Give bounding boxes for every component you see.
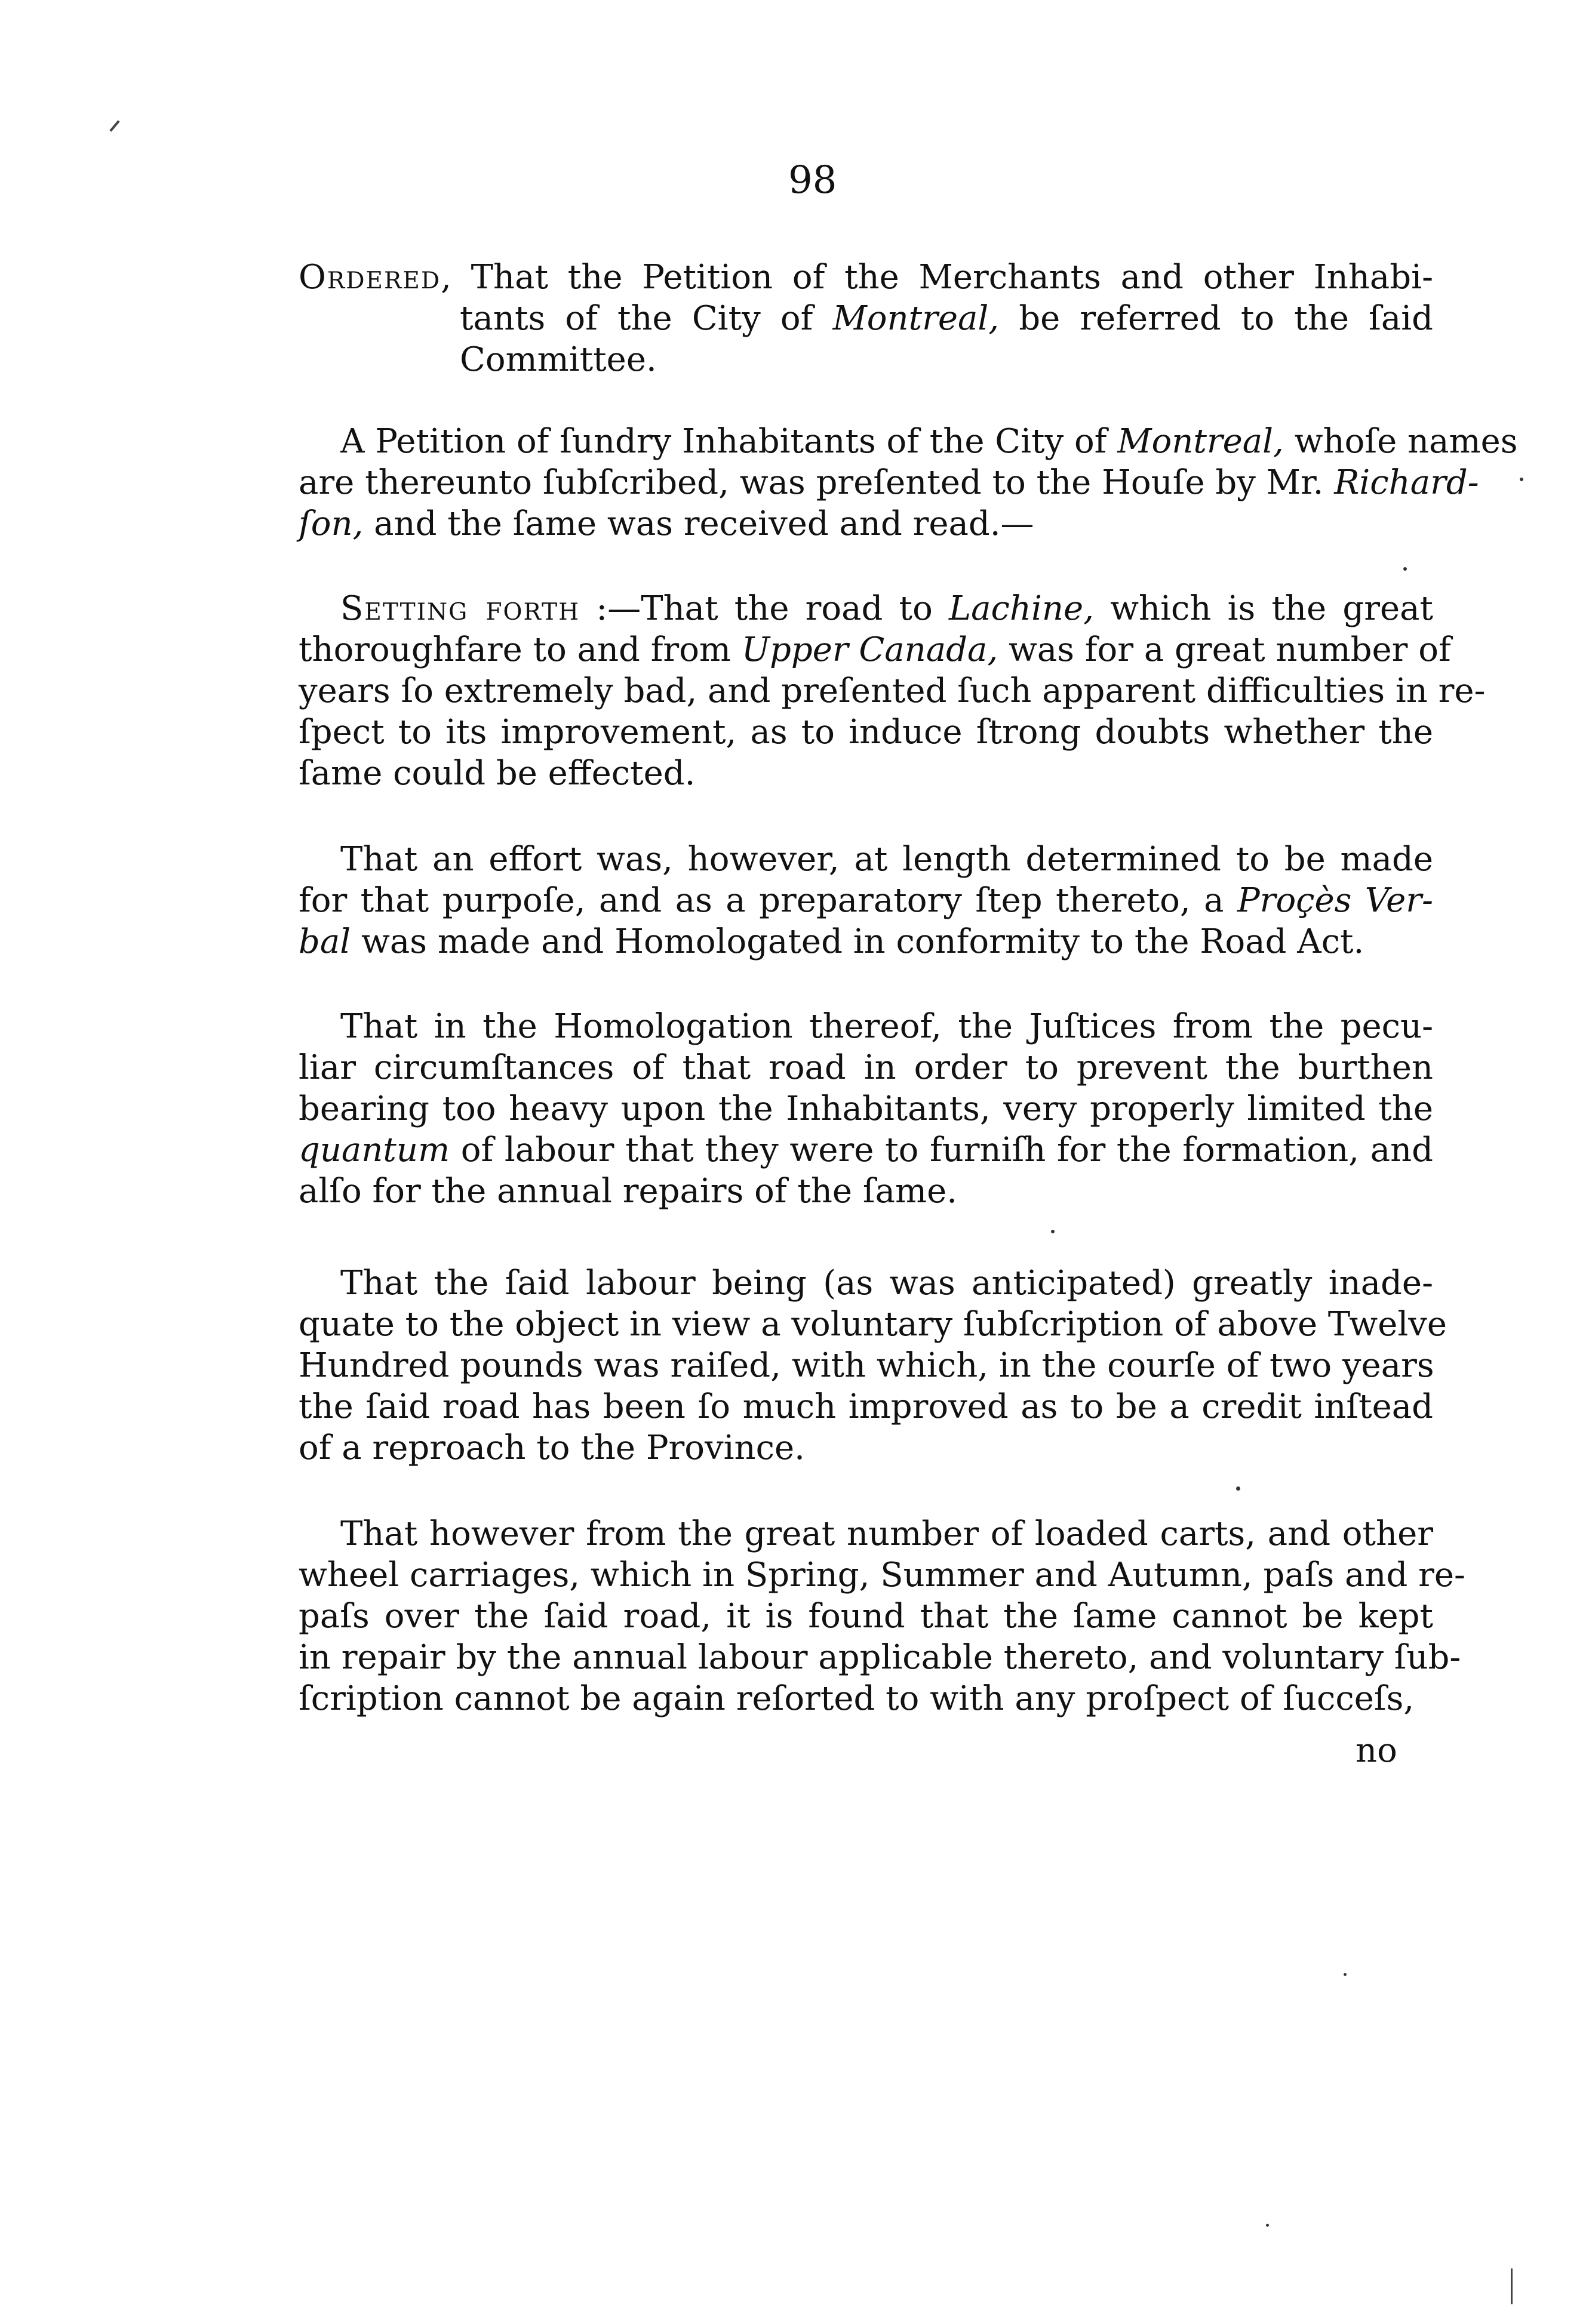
scan-speck (1403, 567, 1407, 571)
text-run: bearing too heavy upon the Inhabitants, very properly limited the (299, 1089, 1433, 1128)
text-run: ſame could be effected. (299, 754, 696, 793)
paragraph-petition (299, 421, 1518, 544)
paragraph-setting-forth (299, 588, 1486, 794)
text-line (299, 1386, 1433, 1427)
text-line (299, 1596, 1433, 1637)
text-run: , That the Petition of the Merchants and other Inhabi- (441, 258, 1433, 297)
text-run: Hundred pounds was raiſed, with which, in the courſe of two years (299, 1346, 1434, 1385)
paragraph-labour (299, 1263, 1447, 1469)
text-run: for that purpoſe, and as a preparatory ſtep thereto, a (299, 881, 1237, 920)
paragraph-carts (299, 1513, 1465, 1719)
text-line (299, 503, 1433, 544)
text-line (299, 339, 1433, 380)
italic-text: Upper Canada, (741, 630, 998, 669)
text-run: thoroughfare to and from (299, 630, 742, 669)
italic-text: Montreal, (1117, 422, 1284, 461)
italic-text: Richard- (1334, 463, 1479, 502)
text-line (299, 670, 1486, 712)
text-run: That the ſaid labour being (as was anticipated) greatly inade- (340, 1264, 1433, 1303)
text-line (299, 298, 1433, 339)
text-run: be referred to the ſaid (999, 299, 1433, 338)
text-line (299, 1513, 1433, 1555)
text-line (299, 753, 1433, 794)
italic-text: ſon, (299, 504, 364, 543)
text-run: ſpect to its improvement, as to induce ſtrong doubts whether the (299, 713, 1433, 752)
page-number: 98 (788, 158, 837, 202)
catchword: no (1356, 1731, 1397, 1770)
text-run: in repair by the annual labour applicable thereto, and voluntary ſub- (299, 1638, 1461, 1677)
text-line (299, 1171, 1433, 1212)
text-line (299, 1263, 1433, 1304)
text-run: wheel carriages, which in Spring, Summer and Autumn, paſs and re- (299, 1556, 1465, 1595)
text-line (299, 462, 1479, 503)
scan-mark (1511, 2268, 1513, 2304)
text-run: Committee. (460, 340, 657, 379)
text-run: That in the Homologation thereof, the Juſtices from the pecu- (340, 1007, 1433, 1046)
text-run: and the ſame was received and read.— (363, 504, 1034, 543)
text-line (299, 1678, 1433, 1719)
text-run: years ſo extremely bad, and preſented ſuch apparent difficulties in re- (299, 672, 1486, 710)
text-run: which is the great (1093, 589, 1433, 628)
text-run: of labour that they were to furniſh for the formation, and (450, 1131, 1433, 1169)
text-line (299, 1555, 1465, 1596)
text-line (299, 921, 1433, 962)
text-run: quate to the object in view a voluntary ſubſcription of above Twelve (299, 1305, 1447, 1344)
text-line (299, 839, 1433, 880)
text-line (299, 1006, 1433, 1047)
text-run: :—That the road to (580, 589, 949, 628)
text-run: alſo for the annual repairs of the ſame. (299, 1172, 958, 1211)
text-line (299, 1304, 1447, 1345)
italic-text: bal (299, 922, 351, 961)
text-run: liar circumſtances of that road in order to prevent the burthen (299, 1048, 1433, 1087)
scan-speck (1236, 1486, 1240, 1491)
text-line (299, 1047, 1433, 1088)
italic-text: Montreal, (832, 299, 1000, 338)
text-run: of a reproach to the Province. (299, 1429, 805, 1467)
text-run: That however from the great number of loaded carts, and other (340, 1515, 1433, 1553)
paragraph-ordered (299, 257, 1433, 380)
scan-speck (1520, 478, 1523, 481)
text-line (299, 1088, 1433, 1129)
paragraph-effort (299, 839, 1433, 962)
text-line (299, 712, 1433, 753)
small-caps-text: Setting forth (340, 589, 580, 628)
text-run: whoſe names (1283, 422, 1518, 461)
text-line (299, 421, 1518, 462)
text-run: That an effort was, however, at length determined to be made (340, 840, 1433, 879)
text-line (299, 1637, 1461, 1678)
text-line (299, 1129, 1433, 1171)
text-run: tants of the City of (460, 299, 833, 338)
text-line (299, 1427, 1433, 1469)
text-line (299, 588, 1433, 629)
text-line (299, 629, 1451, 670)
scan-speck (1266, 2224, 1269, 2227)
italic-text: Proçès Ver- (1237, 881, 1433, 920)
text-run: are thereunto ſubſcribed, was preſented to the Houſe by Mr. (299, 463, 1335, 502)
scan-mark (109, 120, 119, 131)
text-run: paſs over the ſaid road, it is found that the ſame cannot be kept (299, 1597, 1433, 1636)
text-run: the ſaid road has been ſo much improved as to be a credit inſtead (299, 1387, 1433, 1426)
text-run: was made and Homologated in conformity to the Road Act. (351, 922, 1364, 961)
text-run: was for a great number of (998, 630, 1451, 669)
italic-text: quantum (299, 1131, 450, 1169)
scan-speck (1344, 1973, 1347, 1976)
text-line (299, 257, 1433, 298)
scan-speck (1051, 1230, 1055, 1233)
text-run: A Petition of ſundry Inhabitants of the City of (340, 422, 1118, 461)
paragraph-homologation (299, 1006, 1433, 1212)
text-line (299, 1345, 1433, 1386)
text-line (299, 880, 1433, 921)
italic-text: Lachine, (948, 589, 1094, 628)
small-caps-text: Ordered (299, 258, 441, 297)
text-run: ſcription cannot be again reſorted to with any proſpect of ſucceſs, (299, 1679, 1415, 1718)
